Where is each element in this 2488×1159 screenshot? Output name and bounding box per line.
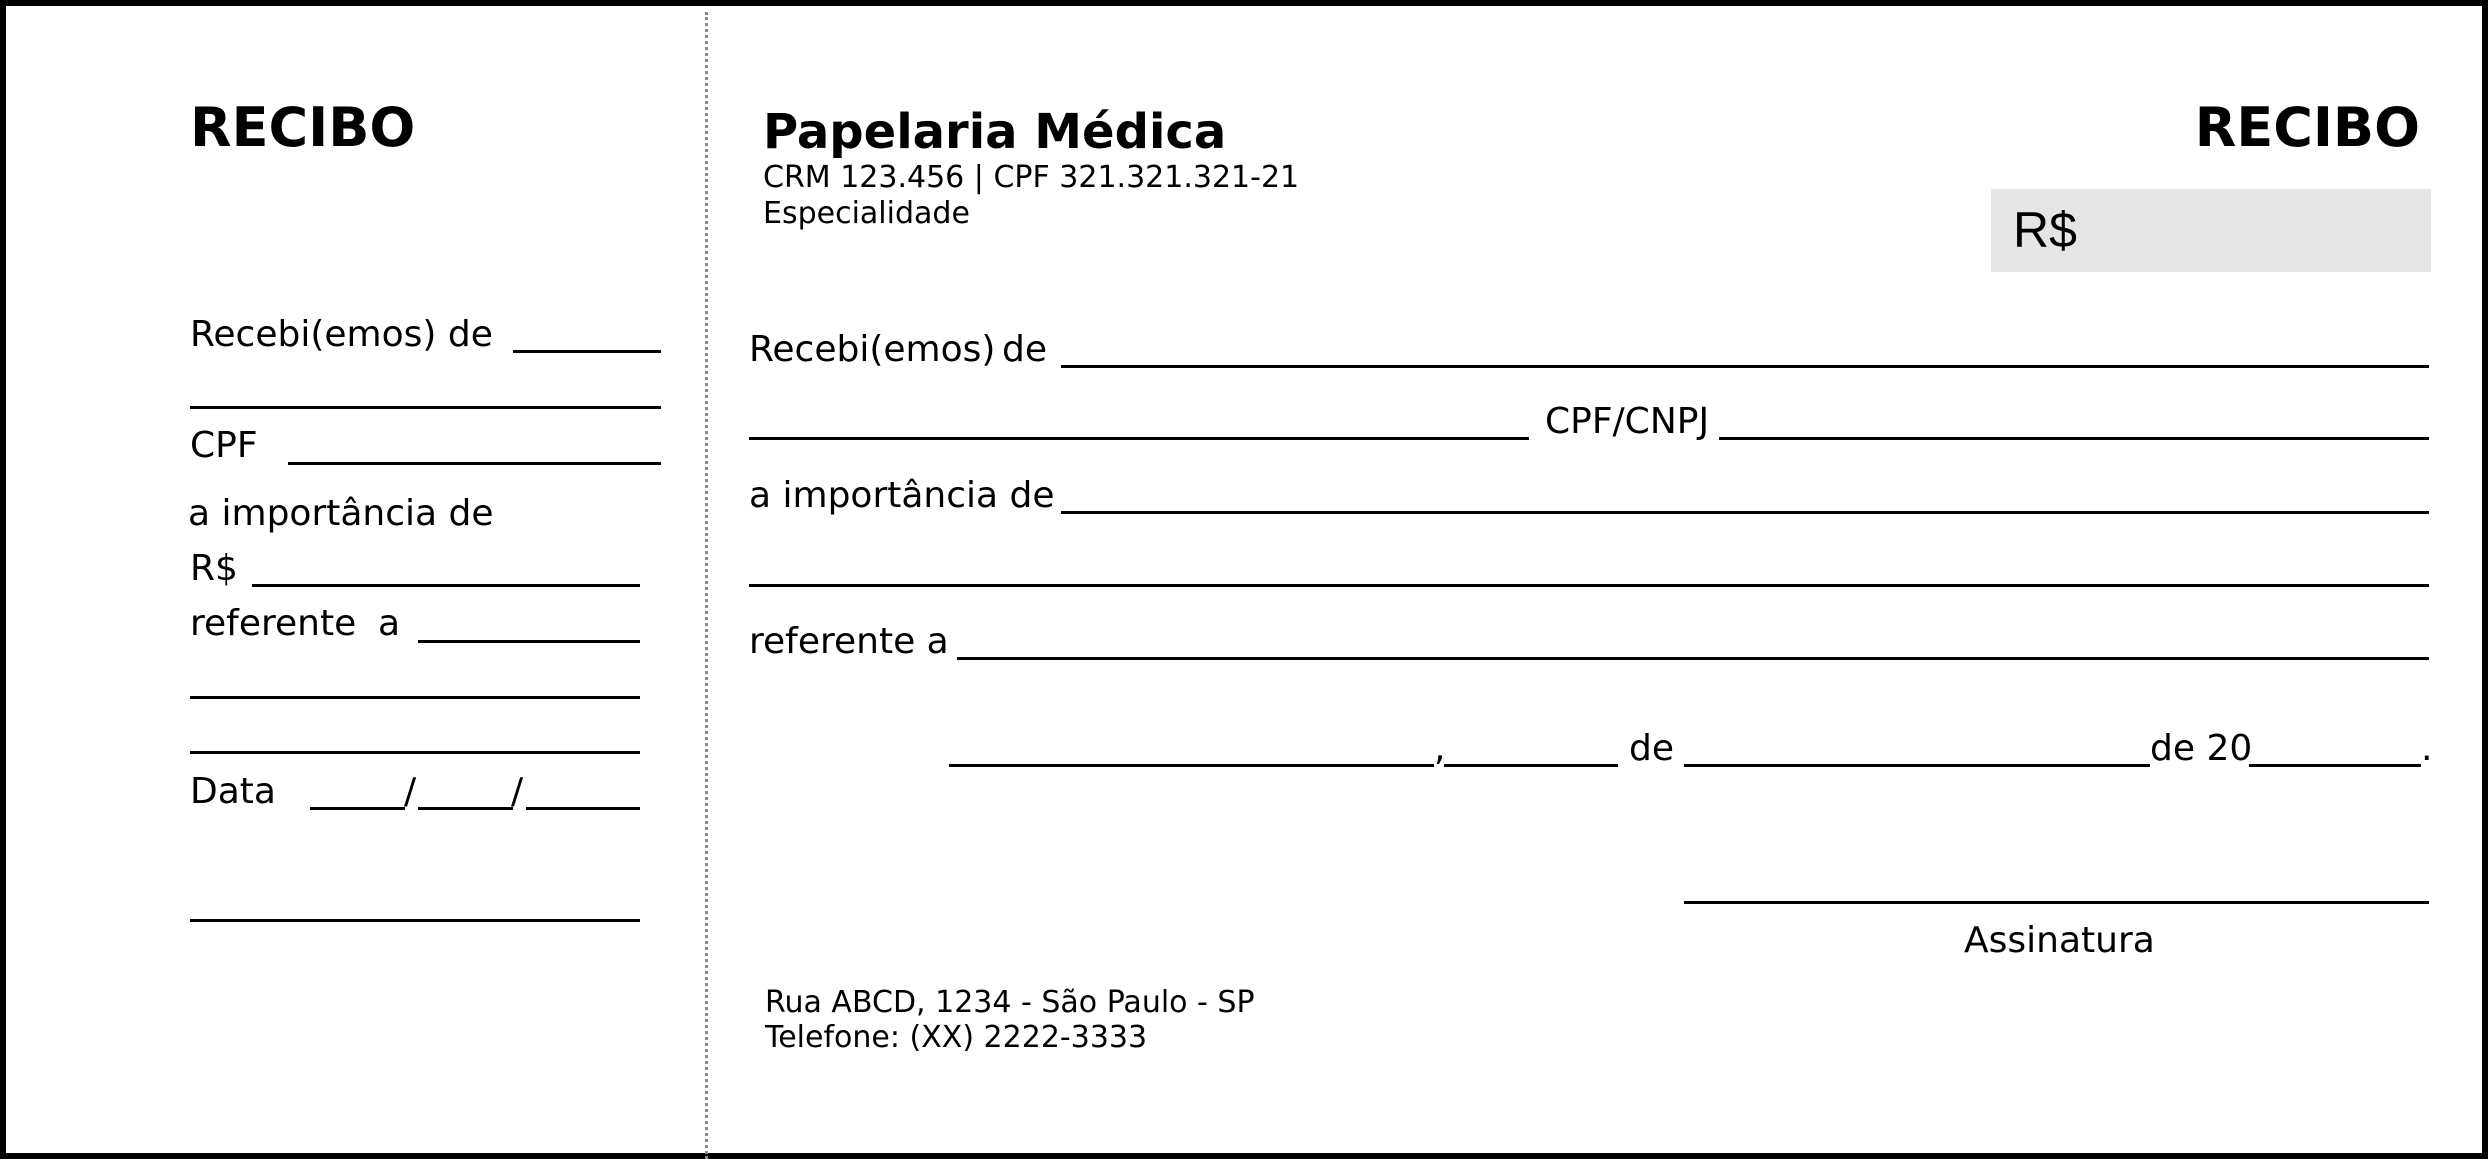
amount-line-2[interactable]	[749, 584, 2429, 587]
stub-date-label: Data	[190, 771, 276, 812]
footer-phone: Telefone: (XX) 2222-3333	[765, 1020, 1148, 1055]
day-line[interactable]	[1444, 764, 1618, 767]
amount-currency: R$	[2013, 202, 2077, 258]
footer-address: Rua ABCD, 1234 - São Paulo - SP	[765, 985, 1255, 1020]
date-period: .	[2421, 728, 2433, 769]
stub-currency-label: R$	[190, 548, 238, 589]
stub-divider	[705, 12, 708, 1159]
stub-received-from-line[interactable]	[513, 350, 661, 353]
amount-line[interactable]	[1061, 511, 2429, 514]
referring-label: referente a	[749, 621, 949, 662]
signature-line[interactable]	[1684, 901, 2429, 904]
company-registration: CRM 123.456 | CPF 321.321.321-21	[763, 160, 1300, 195]
stub-amount-line[interactable]	[252, 584, 640, 587]
date-comma: ,	[1434, 728, 1446, 769]
month-line[interactable]	[1684, 764, 2150, 767]
receipt-title: RECIBO	[2194, 96, 2420, 159]
referring-line[interactable]	[957, 657, 2429, 660]
stub-date-month-line[interactable]	[418, 807, 513, 810]
stub-received-from-label: Recebi(emos) de	[190, 314, 493, 355]
amount-label: a importância de	[749, 475, 1055, 516]
city-line[interactable]	[949, 764, 1434, 767]
received-from-label-de: de	[1002, 329, 1047, 370]
received-from-line-2[interactable]	[749, 437, 1529, 440]
stub-referring-label-a: a	[378, 603, 401, 644]
signature-label: Assinatura	[1964, 920, 2155, 961]
stub-signature-line[interactable]	[190, 919, 640, 922]
company-specialty: Especialidade	[763, 196, 970, 231]
date-de-1: de	[1629, 728, 1674, 769]
stub-date-sep-1: /	[404, 771, 417, 812]
received-from-line[interactable]	[1061, 365, 2429, 368]
received-from-label: Recebi(emos)	[749, 329, 996, 370]
stub-referring-line-2[interactable]	[190, 696, 640, 699]
stub-referring-line[interactable]	[418, 640, 640, 643]
company-name: Papelaria Médica	[763, 104, 1227, 160]
stub-title: RECIBO	[190, 96, 416, 159]
stub-cpf-line[interactable]	[288, 462, 661, 465]
amount-box[interactable]	[1991, 189, 2431, 272]
stub-received-from-line-2[interactable]	[190, 406, 661, 409]
year-line[interactable]	[2249, 764, 2421, 767]
stub-amount-label: a importância de	[188, 493, 494, 534]
stub-date-year-line[interactable]	[526, 807, 640, 810]
stub-referring-line-3[interactable]	[190, 751, 640, 754]
stub-cpf-label: CPF	[190, 425, 258, 466]
date-de-2: de 20	[2150, 728, 2253, 769]
stub-date-day-line[interactable]	[310, 807, 405, 810]
cpf-cnpj-label: CPF/CNPJ	[1545, 401, 1710, 442]
cpf-cnpj-line[interactable]	[1719, 437, 2429, 440]
stub-referring-label: referente	[190, 603, 357, 644]
stub-date-sep-2: /	[511, 771, 524, 812]
